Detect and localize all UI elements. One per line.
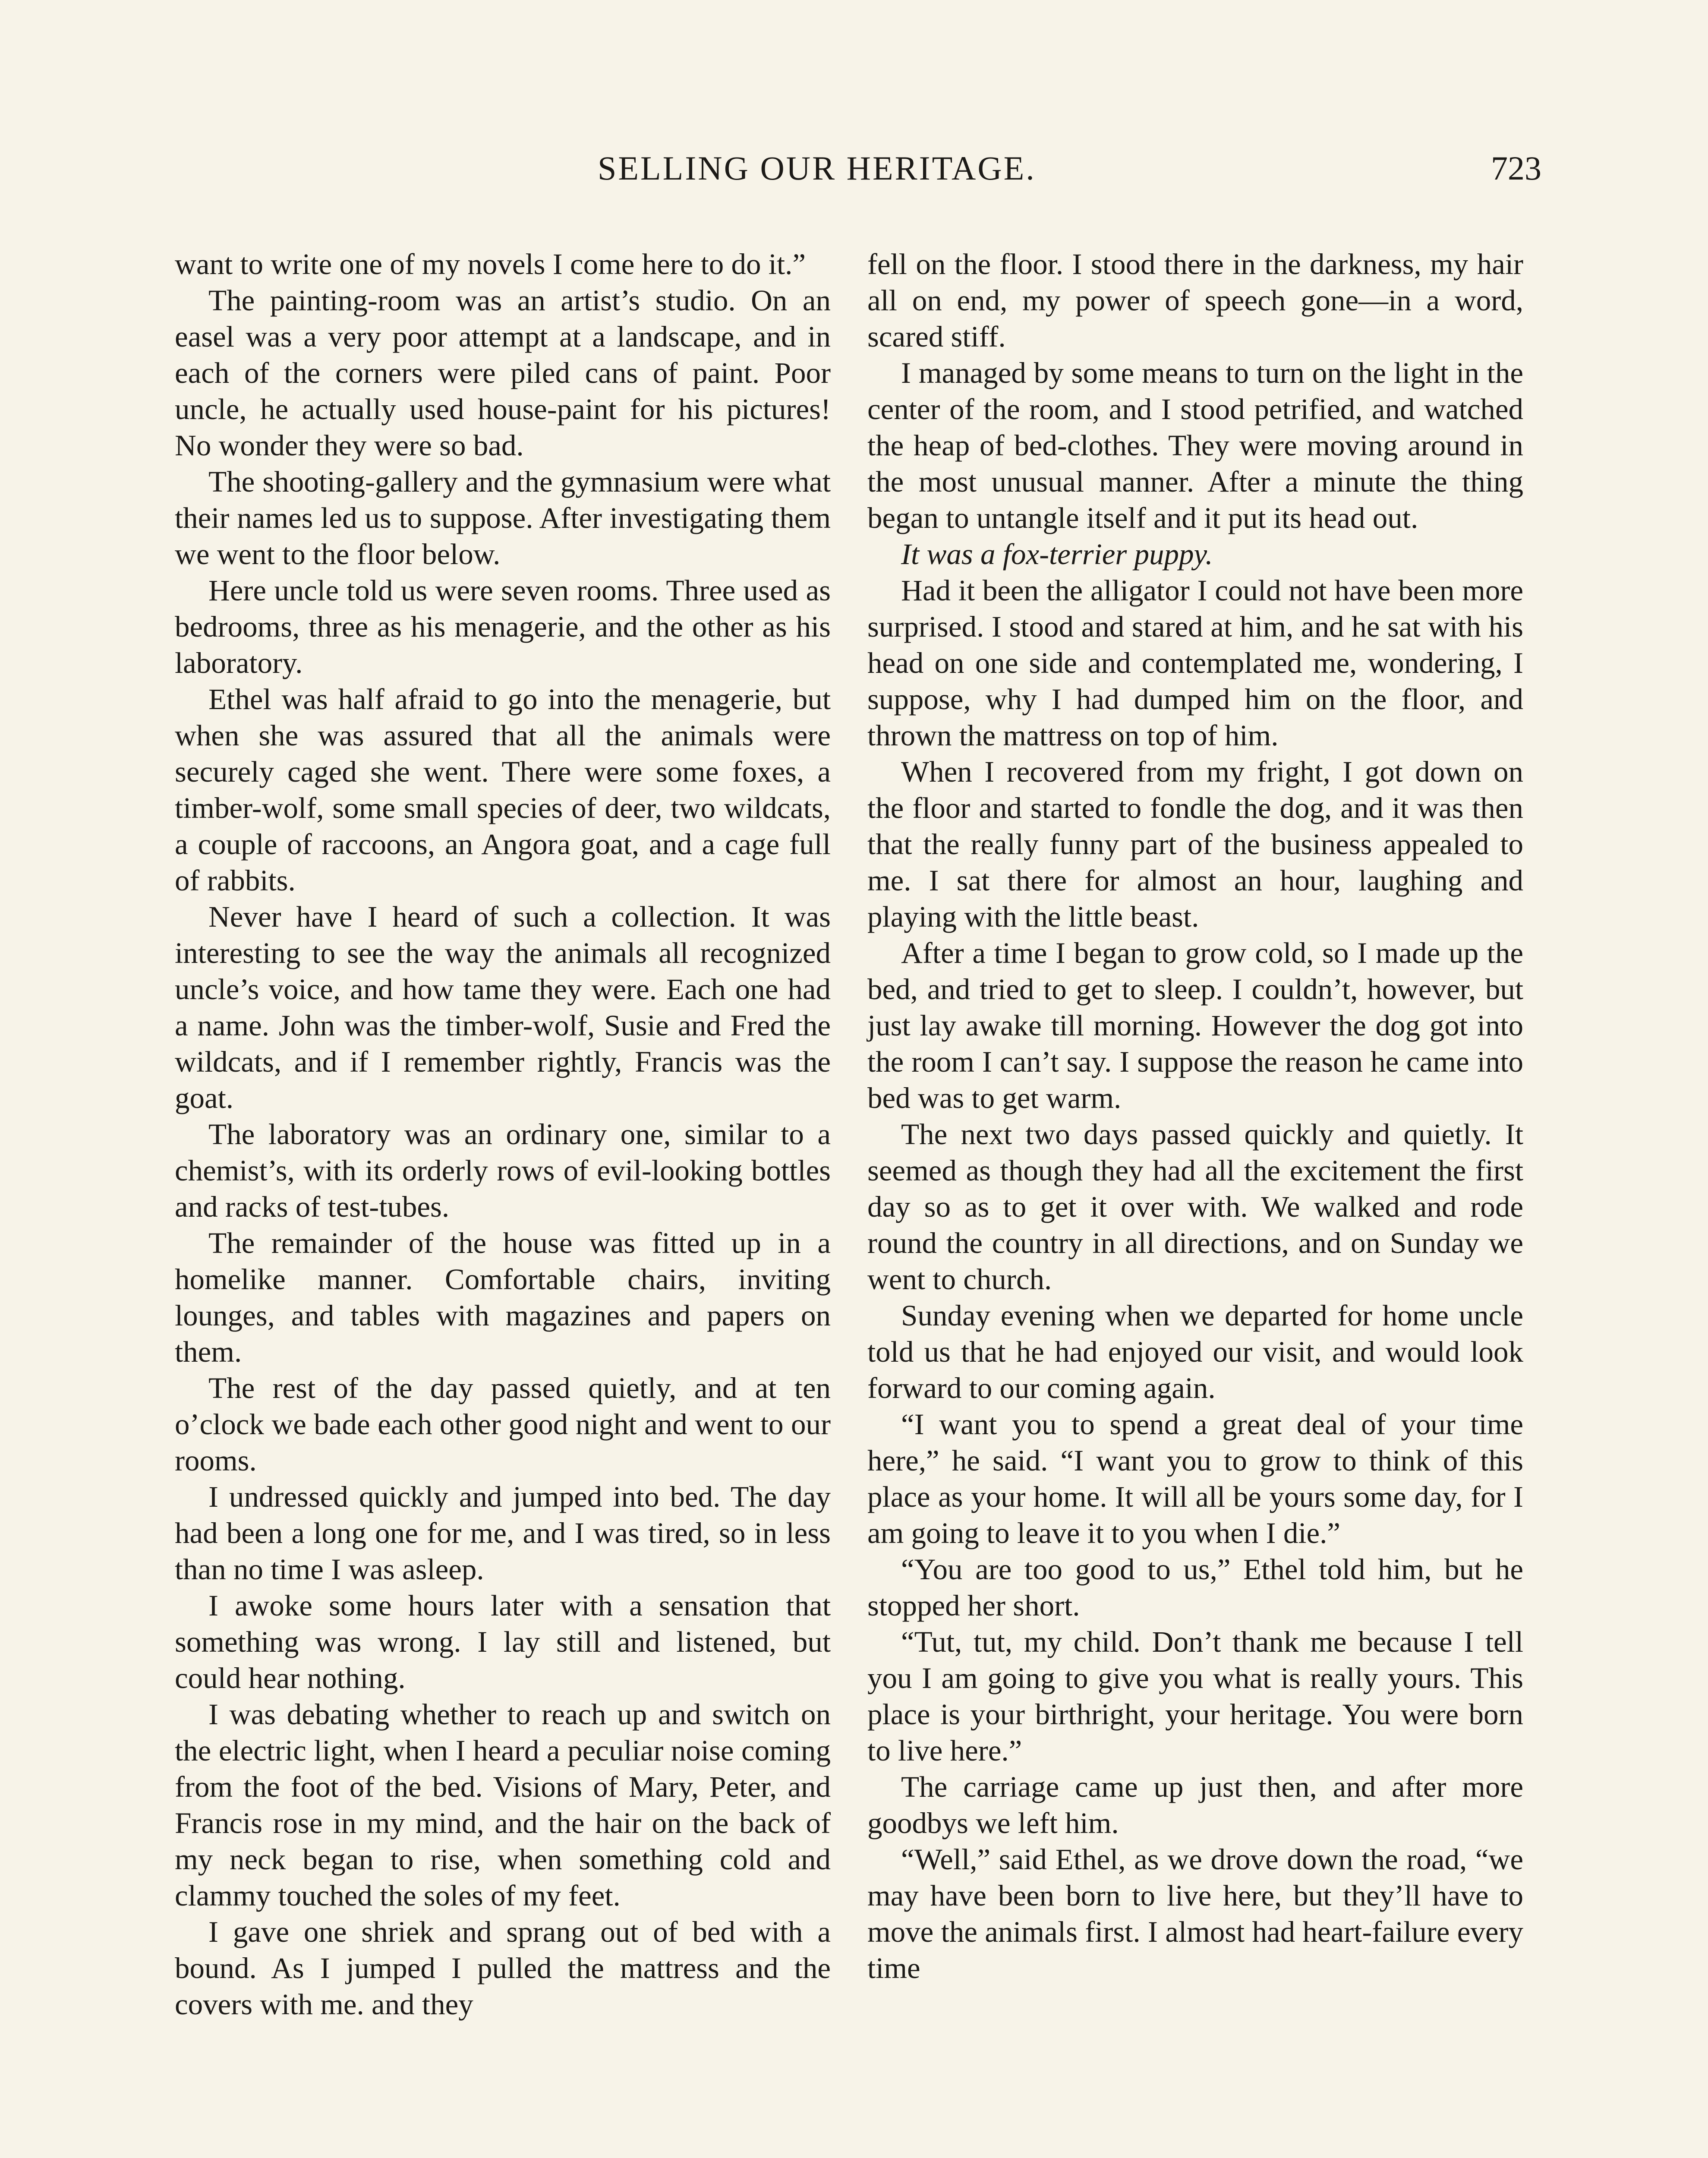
left-column [175,246,831,2022]
paragraph: The shooting-gallery and the gymnasium were what their names led us to suppose. After investigating them we went to the floor below. [175,465,831,571]
paragraph: “You are too good to us,” Ethel told him, but he stopped her short. [867,1553,1523,1622]
italic-line: It was a fox-terrier puppy. [901,538,1213,571]
paragraph: The carriage came up just then, and after more goodbys we left him. [867,1770,1523,1839]
paragraph: I awoke some hours later with a sensation that something was wrong. I lay still and listened, but could hear nothing. [175,1589,831,1694]
paragraph: I was debating whether to reach up and switch on the electric light, when I heard a peculiar noise coming from the foot of the bed. Visions of Mary, Peter, and Francis rose in my mind, and the hair on the back of my neck began to rise, when something cold and clammy touched the soles of my feet. [175,1698,831,1912]
right-column [867,246,1523,1986]
paragraph: The painting-room was an artist’s studio. On an easel was a very poor attempt at a landscape, and in each of the corners were piled cans of paint. Poor uncle, he actually used house-paint for his pictures! No wonder they were so bad. [175,284,831,462]
paragraph: Ethel was half afraid to go into the menagerie, but when she was assured that all the animals were securely caged she went. There were some foxes, a timber-wolf, some small species of deer, two wildcats, a couple of raccoons, an Angora goat, and a cage full of rabbits. [175,683,831,897]
paragraph: “I want you to spend a great deal of your time here,” he said. “I want you to grow to think of this place as your home. It will all be yours some day, for I am going to leave it to you when I die.” [867,1408,1523,1549]
paragraph: The remainder of the house was fitted up in a homelike manner. Comfortable chairs, inviting lounges, and tables with magazines and papers on them. [175,1227,831,1368]
paragraph: “Well,” said Ethel, as we drove down the road, “we may have been born to live here, but they’ll have to move the animals first. I almost had heart-failure every time [867,1843,1523,1984]
paragraph: Here uncle told us were seven rooms. Three used as bedrooms, three as his menagerie, and the other as his laboratory. [175,574,831,679]
paragraph: I managed by some means to turn on the light in the center of the room, and I stood petrified, and watched the heap of bed-clothes. They were moving around in the most unusual manner. After a minute the thing began to untangle itself and it put its head out. [867,357,1523,534]
paragraph: The next two days passed quickly and quietly. It seemed as though they had all the excitement the first day so as to get it over with. We walked and rode round the country in all directions, and on Sunday we went to church. [867,1118,1523,1296]
paragraph: Had it been the alligator I could not have been more surprised. I stood and stared at him, and he sat with his head on one side and contemplated me, wondering, I suppose, why I had dumped him on the floor, and thrown the mattress on top of him. [867,574,1523,752]
page-number: 723 [1491,149,1541,187]
paragraph: Sunday evening when we departed for home uncle told us that he had enjoyed our visit, and would look forward to our coming again. [867,1299,1523,1404]
paragraph: I undressed quickly and jumped into bed. The day had been a long one for me, and I was tired, so in less than no time I was asleep. [175,1480,831,1586]
paragraph: The rest of the day passed quietly, and at ten o’clock we bade each other good night and went to our rooms. [175,1372,831,1477]
running-title: SELLING OUR HERITAGE. [598,149,1036,187]
paragraph: When I recovered from my fright, I got down on the floor and started to fondle the dog, and it was then that the really funny part of the business appealed to me. I sat there for almost an hour, laughing and playing with the little beast. [867,755,1523,933]
page-header [0,149,1708,201]
paragraph: fell on the floor. I stood there in the darkness, my hair all on end, my power of speech gone—in a word, scared stiff. [867,248,1523,353]
paragraph: “Tut, tut, my child. Don’t thank me because I tell you I am going to give you what is really yours. This place is your birthright, your heritage. You were born to live here.” [867,1625,1523,1767]
paragraph: I gave one shriek and sprang out of bed with a bound. As I jumped I pulled the mattress and the covers with me. and they [175,1915,831,2021]
paragraph: want to write one of my novels I come here to do it.” [175,248,806,281]
paragraph: Never have I heard of such a collection. It was interesting to see the way the animals all recognized uncle’s voice, and how tame they were. Each one had a name. John was the timber-wolf, Susie and Fred the wildcats, and if I remember rightly, Francis was the goat. [175,900,831,1114]
paragraph: The laboratory was an ordinary one, similar to a chemist’s, with its orderly rows of evil-looking bottles and racks of test-tubes. [175,1118,831,1223]
paragraph: After a time I began to grow cold, so I made up the bed, and tried to get to sleep. I couldn’t, however, but just lay awake till morning. However the dog got into the room I can’t say. I suppose the reason he came into bed was to get warm. [867,937,1523,1114]
